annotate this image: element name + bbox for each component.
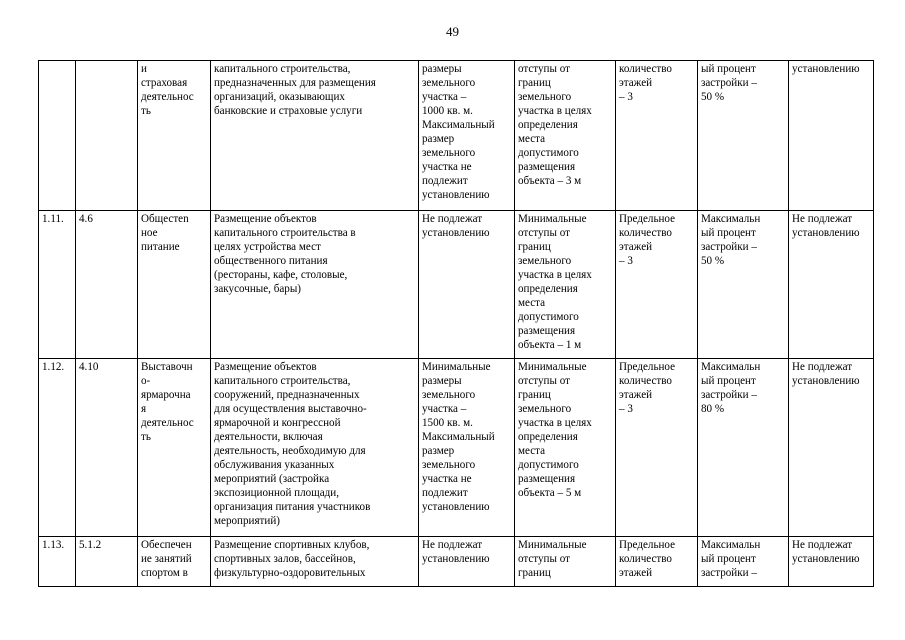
- coverage-cell: Максимальн ый процент застройки – 80 %: [698, 359, 789, 537]
- regulations-table: [38, 60, 874, 587]
- other-params-cell: Не подлежат установлению: [789, 211, 874, 359]
- row-number-cell: [39, 61, 76, 211]
- table-row: [39, 61, 874, 211]
- table-row: [39, 537, 874, 587]
- plot-size-cell: размеры земельного участка – 1000 кв. м. Максимальный размер земельного участка не подлежит установлению: [419, 61, 515, 211]
- coverage-cell: ый процент застройки – 50 %: [698, 61, 789, 211]
- row-number-cell: 1.12.: [39, 359, 76, 537]
- coverage-cell: Максимальн ый процент застройки –: [698, 537, 789, 587]
- description-cell: Размещение объектов капитального строительства, сооружений, предназначенных для осуществления выставочно- ярмарочной и конгрессной деятельности, включая деятельность, необходимую для обслуживания указанных мероприятий (застройка экспозиционной площади, организация питания участников мероприятий): [211, 359, 419, 537]
- floors-cell: Предельное количество этажей: [616, 537, 698, 587]
- setback-cell: Минимальные отступы от границ: [515, 537, 616, 587]
- use-type-cell: Обеспечен ие занятий спортом в: [138, 537, 211, 587]
- description-cell: Размещение спортивных клубов, спортивных залов, бассейнов, физкультурно-оздоровительных: [211, 537, 419, 587]
- setback-cell: отступы от границ земельного участка в целях определения места допустимого размещения объекта – 3 м: [515, 61, 616, 211]
- table-row: [39, 211, 874, 359]
- row-number-cell: 1.11.: [39, 211, 76, 359]
- setback-cell: Минимальные отступы от границ земельного участка в целях определения места допустимого размещения объекта – 5 м: [515, 359, 616, 537]
- coverage-cell: Максимальн ый процент застройки – 50 %: [698, 211, 789, 359]
- row-number-cell: 1.13.: [39, 537, 76, 587]
- plot-size-cell: Не подлежат установлению: [419, 211, 515, 359]
- code-cell: 4.6: [76, 211, 138, 359]
- plot-size-cell: Минимальные размеры земельного участка – 1500 кв. м. Максимальный размер земельного участка не подлежит установлению: [419, 359, 515, 537]
- floors-cell: Предельное количество этажей – 3: [616, 359, 698, 537]
- description-cell: Размещение объектов капитального строительства в целях устройства мест общественного питания (рестораны, кафе, столовые, закусочные, бары): [211, 211, 419, 359]
- other-params-cell: Не подлежат установлению: [789, 359, 874, 537]
- page-number: 49: [446, 24, 459, 39]
- other-params-cell: Не подлежат установлению: [789, 537, 874, 587]
- use-type-cell: и страховая деятельнос ть: [138, 61, 211, 211]
- other-params-cell: установлению: [789, 61, 874, 211]
- table-row: [39, 359, 874, 537]
- code-cell: 5.1.2: [76, 537, 138, 587]
- plot-size-cell: Не подлежат установлению: [419, 537, 515, 587]
- floors-cell: Предельное количество этажей – 3: [616, 211, 698, 359]
- description-cell: капитального строительства, предназначенных для размещения организаций, оказывающих банковские и страховые услуги: [211, 61, 419, 211]
- use-type-cell: Выставочн о- ярмарочна я деятельнос ть: [138, 359, 211, 537]
- use-type-cell: Общестen ное питание: [138, 211, 211, 359]
- floors-cell: количество этажей – 3: [616, 61, 698, 211]
- code-cell: [76, 61, 138, 211]
- code-cell: 4.10: [76, 359, 138, 537]
- setback-cell: Минимальные отступы от границ земельного участка в целях определения места допустимого размещения объекта – 1 м: [515, 211, 616, 359]
